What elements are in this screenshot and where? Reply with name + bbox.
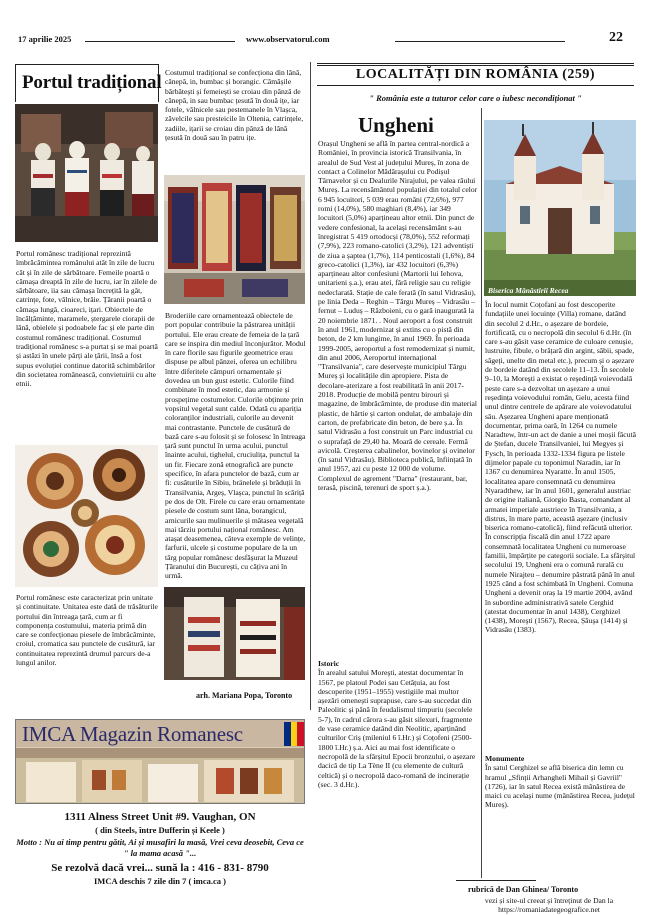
page-number: 22 bbox=[609, 30, 623, 45]
portul-text-col2-lower bbox=[165, 311, 306, 586]
photo-decorated-plates bbox=[15, 445, 158, 587]
article-title-ungheni: Ungheni bbox=[358, 113, 434, 137]
column-divider-right bbox=[481, 108, 482, 878]
imca-title: IMCA Magazin Romanesc bbox=[22, 722, 243, 746]
localitati-motto: " România este a tuturor celor care o iubesc necondiționat " bbox=[369, 93, 582, 103]
ungheni-text-col1 bbox=[318, 139, 478, 653]
site-url[interactable]: www.observatorul.com bbox=[246, 34, 330, 44]
portul-text-col1-lower bbox=[16, 593, 159, 713]
imca-flag-icon bbox=[284, 722, 304, 746]
imca-phone[interactable]: Se rezolvă dacă vrei... sună la : 416 - 831- 8790 bbox=[51, 862, 269, 874]
istoric-heading: Istoric bbox=[318, 659, 340, 668]
ungheni-istoric-block bbox=[318, 659, 478, 879]
ungheni-paragraph-2: În locul numit Coțofani au fost descoperite fundațiile unei locuințe (Villa) romane, datând din secolul 2 d.Hr., o așezare de bordeie, fortificată, cu o necropolă din secolul 6 d.Hr. (în care s-au găsit vase ceramice de culoare cenușie, lustruite, fibule, o brățară din argint, săbii, spade, săgeți, unelte din metal etc.), precum și o așezare de bordeie datând din secolele 11–13. În secolele 9–10, la Moreşti a existat o reședință voievodală peste care s-a dezvoltat un așezare a unui reședința voievodului român, Gelu, acesta fiind unul dintre centrele de apărare ale voievodatului său. Așezarea Ungheni apare menționată documentar, prima oară, în 1264 cu numele Naradtew, într-un act de danie a unei moșii făcută de Ștefan, ducele Transilvaniei, lui Megyes și Fysch, în perioada 1332-1334 figura pe listele dijmelor papale cu toponimul Naradin, iar în 1367 cu denumirea Nyaratte. În anul 1505, localitatea apare consemnată cu denumirea Nyaradthew, iar în anul 1601, generalul austriac de origine italiană, Giorgio Basta, comandant al armatei imperiale austriece în Transilvania, a distrus, în mare parte, această așezare (inclusiv biserica romano-catolică), fiind refăcută ulterior. În conscripția fiscală din anul 1722 apare consemnată localitatea Ungheni cu numeroase familii, împărțite pe categorii sociale. La sfârșitul secolului 19, Ungheni era o comună rurală cu numele Nirajteu – denumire păstrată până în anul 1925 când a fost schimbată în Ungheni. Comuna Ungheni a devenit oraș la 19 martie 2004, având în subordine administrativă satele Cerghid (atestat documentar în anul 1438), Cerghizel (1438), Moreşti (1567), Recea, Șăuşa (1414) și Vidrasău (1383). bbox=[485, 300, 636, 635]
imca-address: 1311 Alness Street Unit #9. Vaughan, ON bbox=[64, 811, 256, 823]
credit-rule bbox=[456, 880, 536, 881]
article-credit: rubrică de Dan Ghinea/ Toronto bbox=[468, 885, 579, 894]
header-rule-right bbox=[395, 41, 565, 42]
portul-paragraph-1: Portul românesc tradițional reprezintă îmbrăcămintea românului atât în zile de lucru cât și în zile de sărbătoare. Femeile poartă o cămașa dreaptă în zile de lucru, iar în zilele de sărbătoare, iia sau cămașa încrețită la gât, catrințe, fote, vâlnice, brâie. Țăranii poartă o cămașa lungă, cioareci, ițari. Obiectele de încălțăminte, maramele, ștergarele ciorapii de lână, obielele și podoabele fac și ele parte din costumul românesc tradițional. Costumul tradițional românesc s-a purtat și se mai poartă și astăzi în unele părți ale țării, însă a fost supus evoluției continue datorită schimbărilor din societatea românească, convietuirii cu alte etnii. bbox=[16, 249, 158, 389]
ungheni-text-col2 bbox=[485, 300, 637, 740]
portul-paragraph-4: Broderiile care ornamentează obiectele de port popular contribuie la păstrarea unității portului. Ele erau create de femeia de la țară care se inspira din mediul înconjurător. Modul în care florile sau figurile geometrice erau dispuse pe albul pânzei, oferea un echilibru între diferitele câmpuri ornamentale și dovedea un bun gust estetic. Culorile fiind combinate în mod estetic, dau armonie și prospețime costumelor. Culorile obținute prin vopsitul vegetal sunt calde. Odată cu apariția coloranților industriali, culorile au devenit mai contrastante. Punctele de cusătură de bază care s-au folosit și se folosesc în întreaga țară sunt punctul în urma acului, punctul înainte acului, tighelul, cruciulița, punctul la un fir. Fiecare zonă etnografică are puncte specifice, în afara punctelor de bază, cum ar fi: cusăturile în Sibiu, bränelele și brăduții în Transilvania, Argeș, Vlașca, punctul în scăriță pe dos de Olt. Firele cu care erau ornamentate piesele de costum sunt lâna, borangicul, arnicurile sau mulinuerile și mătasea vegetală mai târziu portului național românesc. Am atașat deasemenea, câteva exemple de velințe, farfurii, ulcele și costume populare de la un târg popular românesc desfășurat la Muzeul Țăranului din București, cu câțiva ani în urmă. bbox=[165, 311, 306, 581]
monumente-block bbox=[485, 754, 637, 812]
imca-open-hours: IMCA deschis 7 zile din 7 ( imca.ca ) bbox=[94, 876, 226, 886]
photo-caption-recea: Biserica Mănăstirii Recea bbox=[488, 286, 569, 295]
monumente-paragraph: În satul Cerghizel se află biserica din lemn cu hramul „Sfinții Arhangheli Mihail și Gavriil" (1726), iar în satul Recea există mănăstirea de maici cu același nume (mănăstirea Recea, județul Mureș). bbox=[485, 763, 635, 810]
imca-motto: Motto : Nu ai timp pentru gătit, Ai și musafiri la masă, Vrei ceva deosebit, Ceva ce " la mama acasă "... bbox=[16, 837, 304, 858]
portul-signature: arh. Mariana Popa, Toronto bbox=[196, 691, 293, 700]
portul-text-col2 bbox=[165, 68, 306, 173]
localitati-heading: LOCALITĂȚI DIN ROMÂNIA (259) bbox=[355, 67, 596, 82]
article-credit-website[interactable]: vezi și site-ul creeat și întreținut de Dan la https://romaniadategeografice.net bbox=[484, 896, 614, 914]
imca-cross-streets: ( din Steels, între Dufferin și Keele ) bbox=[95, 825, 225, 835]
photo-recea-monastery bbox=[484, 120, 636, 296]
ungheni-paragraph-1: Orașul Ungheni se află în partea central-nordică a României, în provincia istorică Transilvania, în arealul de Sud Vest al județului Mureș, în zona de contact a Colinelor Mădărașului cu Podișul Târnavelor și cu Dealurile Nirajului, pe valea râului Mureș. La recensământul populației din totalul celor 6 945 locuitori, 5 039 erau români (72,6%), 977 romi (14,0%), 580 maghiari (8,4%), iar 349 locuitori (5,0%) aparțineau altor etnii. Din punct de vedere confesional, la același recensământ s-au înregistrat 5 419 ortodocși (78,0%), 552 reformați (7,9%), 223 romano-catolici (3,2%), 121 adventiști de ziua a șaptea (1,7%), 114 penticostali (1,6%), 84 greco-catolici (1,3%), iar 432 locuitori (6,3%) aparțineau altor confesiuni (Martorii lui Iehova, unitarieni ș.a.), erau ateí, fără religie sau cu religie nedeclarată. Stație de cale ferată (în satul Vidrasău), pe linia Deda – Reghin – Târgu Mureș – Vidrasău – fernut – Luduș – Războieni, cu o gară inaugurată la 20 noiembrie 1871. . Noul aeroport a fost construit în anul 1961, modernizat și extins cu o pistă din beton, de 2 km lungime, în anul 1969. În perioada 1999-2005, aeroportul a fost remodernizat și numit, din anul 2006, Aeroportul internațional "Transilvania", care deservește municipiul Târgu Mureș și localitățile din apropiere. Pista de decolare-aterizare a fost reabilitată în anii 2017-2018. Producție de mobilă pentru birouri și magazine, de îmbrăcăminte, de produse din material plastic, de hârtie și carton ondulat, de ambalaje din carton, de prefabricate din beton, de bere ș.a. În satul Vidrasău a fost construit un Parc industrial cu o suprafață de 29,40 ha. Moară de cereale. Fermă avicolă. Creșterea cabalinelor, bovinelor și ovinelor (în satul Vidrasău). Biblioteca publică, înființată în anul 1957, azi cu peste 12 000 de volume. Complexul de agrement "Darna" (restaurant, bar, terasă, piscină, terenuri de sport ș.a.). bbox=[318, 139, 478, 492]
imca-ad-banner[interactable] bbox=[15, 719, 305, 804]
column-divider-center bbox=[310, 62, 311, 710]
photo-costume-embroidery bbox=[164, 587, 305, 680]
header-rule-left bbox=[85, 41, 235, 42]
imca-store-photo bbox=[16, 748, 305, 804]
portul-paragraph-3: Costumul tradițional se confecționa din lână, cânepă, in, bumbac și borangic. Cămășile bărbătești și femeiești se croiau din pânză de cânepă, in sau bumbac țesută în două ițe, iar fotele, vâlnicele sau pestemanele în Vlașca, zăvelcile sau presteicile în Oltenia, catrințele, zadiile, ițarii se croiau din pânză de lână țesută în două sau în patru ițe. bbox=[165, 68, 304, 143]
portul-paragraph-2: Portul românesc este caracterizat prin unitate și continuitate. Unitatea este dată de trăsăturile portului din întreaga țară, cum ar fi componența costumului, materia primă din care se confecționau piesele de îmbrăcăminte, croiul, cromatica sau punctele de cusătură, iar continuitatea reprezintă drumul parcurs de-a lungul anilor. bbox=[16, 593, 158, 668]
issue-date: 17 aprilie 2025 bbox=[18, 34, 72, 44]
imca-info-block bbox=[15, 811, 305, 886]
monumente-heading: Monumente bbox=[485, 754, 525, 763]
portul-title: Portul tradițional bbox=[22, 72, 162, 93]
istoric-paragraph: În arealul satului Moreşti, atestat documentar în 1567, pe platoul Podei sau Cetățuia, au fost descoperite (1951–1955) vestigiile mai multor așezări omenești suprapuse, care s-au succedat din Paleolitic și până în feudalismul timpuriu (secolele 5-7), în cadrul cărora s-au găsit silexuri, fragmente de vase ceramice datând din Neolitic, aparținând culturilor Criș (mileniul 6 î.Hr.) și Coțofeni (2500-1800 î.Hr.) ș.a. Aici au mai fost identificate o necropolă de la sfârșitul Epocii bronzului, o așezare dacică de tip La Tène II (cu elemente de cultură celtică) și o necropolă daco-romană de incinerație (sec. 3 d.Hr.). bbox=[318, 668, 476, 789]
photo-traditional-rugs bbox=[164, 175, 305, 304]
portul-text-col1 bbox=[16, 249, 159, 439]
photo-costumes-mannequins bbox=[15, 104, 158, 242]
